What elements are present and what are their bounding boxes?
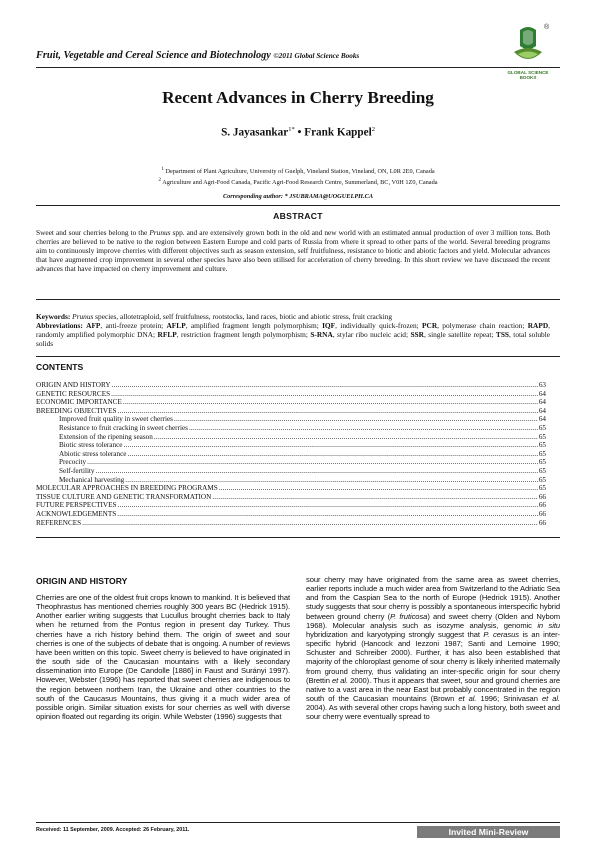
corresponding-author: Corresponding author: * JSUBRAMA@UOGUELPH.CA bbox=[222, 193, 374, 200]
body-column-2: sour cherry may have originated from the same area as sweet cherries, earlier reports include a much wider area from Switzerland to the Adriatic Sea and from the Caspian Sea to the north of Europe (Hedrick 1915). Another study suggests that sour cherry is possibly a spontaneous interspecific hybrid between ground cherry (P. fruticosa) and sweet cherry (Olden and Nybom 1968). Molecular analysis such as isozyme analysis, genomic in situ hybridization and karyotyping strongly suggest that P. cerasus is an inter-specific hybrid (Hancock and Iezzoni 1987; Santi and Lemoine 1990; Schuster and Schreiber 2000). Further, it has also been established that majority of the chloroplast genome of sour cherry is likely inherited maternally from ground cherry, thus validating an inter-specific origin for sour cherry (Brettin et al. 2000). Thus it appears that sweet, sour and ground cherries are native to a vast area in the near East but probably concentrated in the region south of the Caucasian mountains (Brown et al. 1996; Srinivasan et al. 2004). As with several other crops having such a long history, both sweet and sour cherry were eventually spread to bbox=[306, 575, 561, 722]
abbreviation-term: RFLP bbox=[157, 330, 177, 340]
affiliation-2: $^2$ Agriculture and Agri-Food Canada, Pacific Agri-Food Research Centre, Summerland, BC, V0H 1Z0, Canada bbox=[158, 178, 438, 187]
toc-entry-page: 66 bbox=[538, 518, 546, 527]
toc-dot-leader bbox=[111, 390, 538, 399]
toc-entry-title: Abiotic stress tolerance bbox=[59, 449, 127, 458]
toc-entry-title: FUTURE PERSPECTIVES bbox=[36, 501, 117, 510]
toc-entry[interactable] bbox=[36, 415, 546, 424]
toc-entry-page: 66 bbox=[538, 509, 546, 518]
abbreviation-term: AFLP bbox=[166, 321, 186, 331]
abstract-top-rule bbox=[36, 205, 560, 206]
toc-entry-page: 63 bbox=[538, 381, 546, 389]
toc-entry-title: ACKNOWLEDGEMENTS bbox=[36, 509, 117, 518]
toc-dot-leader bbox=[87, 458, 538, 467]
toc-entry[interactable] bbox=[36, 501, 546, 510]
toc-entry-title: Resistance to fruit cracking in sweet cherries bbox=[59, 423, 188, 432]
abbreviation-definition: , single satellite repeat; bbox=[423, 330, 496, 340]
toc-entry-page: 65 bbox=[538, 458, 546, 467]
toc-entry-title: ORIGIN AND HISTORY bbox=[36, 381, 111, 389]
toc-dot-leader bbox=[125, 476, 538, 485]
toc-dot-leader bbox=[174, 415, 538, 424]
author-2-affiliation: 2 bbox=[371, 126, 375, 133]
abbreviation-definition: , individually quick-frozen; bbox=[335, 321, 423, 331]
abbreviations: Abbreviations: AFP, anti-freeze protein; AFLP, amplified fragment length polymorphism; IQF, individually quick-frozen; PCR, polymerase chain reaction; RAPD, randomly amplified polymorphic DNA; RFLP, restriction fragment length polymorphism; S-RNA, stylar ribo nucleic acid; SSR, single satellite repeat; TSS, total soluble solids bbox=[36, 321, 550, 349]
toc-entry[interactable] bbox=[36, 381, 546, 390]
journal-copyright: ©2011 Global Science Books bbox=[273, 52, 360, 60]
toc-entry-page: 64 bbox=[538, 406, 546, 415]
contents-heading: CONTENTS bbox=[36, 362, 84, 372]
toc-dot-leader bbox=[82, 519, 538, 528]
journal-name: Fruit, Vegetable and Cereal Science and Biotechnology bbox=[36, 50, 271, 61]
toc-entry-page: 65 bbox=[538, 449, 546, 458]
toc-entry-page: 65 bbox=[538, 441, 546, 450]
section-heading: ORIGIN AND HISTORY bbox=[36, 576, 128, 586]
toc-dot-leader bbox=[112, 381, 538, 390]
toc-dot-leader bbox=[117, 407, 537, 416]
toc-entry-page: 64 bbox=[538, 389, 546, 398]
toc-entry[interactable] bbox=[36, 433, 546, 442]
header-rule bbox=[36, 67, 560, 68]
toc-entry[interactable] bbox=[36, 476, 546, 485]
toc-entry-title: Biotic stress tolerance bbox=[59, 441, 123, 450]
abbreviation-definition: , polymerase chain reaction; bbox=[437, 321, 528, 331]
toc-entry[interactable] bbox=[36, 458, 546, 467]
toc-entry-page: 65 bbox=[538, 423, 546, 432]
abbreviation-definition: , total soluble solids bbox=[36, 330, 550, 349]
toc-entry-page: 64 bbox=[538, 398, 546, 407]
body-column-1: Cherries are one of the oldest fruit crops known to mankind. It is believed that Theophrastus has mentioned cherries roughly 300 years BC (Hedrick 1915). Another earlier writing suggests that Lucullus brought cherries back to Italy when he returned from the Pontus region in present day Turkey. Thus cherries have a rich history behind them. The origin of sweet and sour cherries is one of the subjects of debate that is ongoing. A number of reviews have been written on this topic. Sweet cherry is believed to have originated in the south side of the Caucasian mountains with a likely secondary dissemination into Europe (De Candolle [1886] in Faust and Surányi 1997). However, Webster (1996) has reported that sweet cherries are indigenous to the region between northern Iran, the Ukraine and other countries to the south of the Caucasus Mountains, thus giving it a much wider area of possible origin. Similar situation exists for sour cherries as well with diverse opinion floated out regarding its origin. While Webster (1996) suggests that bbox=[36, 593, 290, 722]
toc-dot-leader bbox=[117, 501, 537, 510]
toc-dot-leader bbox=[212, 493, 538, 502]
publisher-logo bbox=[506, 22, 550, 68]
abstract-bottom-rule bbox=[36, 299, 560, 300]
toc-dot-leader bbox=[117, 510, 538, 519]
abbreviation-definition: , randomly amplified polymorphic DNA; bbox=[36, 321, 550, 340]
footer-rule bbox=[36, 822, 560, 823]
toc-entry[interactable] bbox=[36, 519, 546, 528]
toc-entry[interactable] bbox=[36, 510, 546, 519]
toc-entry[interactable] bbox=[36, 390, 546, 399]
table-of-contents bbox=[36, 381, 546, 527]
toc-entry-page: 65 bbox=[538, 466, 546, 475]
toc-dot-leader bbox=[127, 450, 537, 459]
toc-entry-title: ECONOMIC IMPORTANCE bbox=[36, 398, 122, 407]
keywords: Keywords: Prunus species, allotetraploid, self fruitfulness, rootstocks, land races, biotic and abiotic stress, fruit cracking bbox=[36, 312, 393, 321]
toc-entry-page: 66 bbox=[538, 501, 546, 510]
abbreviation-term: TSS bbox=[495, 330, 509, 340]
toc-dot-leader bbox=[154, 433, 538, 442]
author-2: Frank Kappel bbox=[304, 126, 372, 139]
toc-entry-page: 64 bbox=[538, 415, 546, 424]
toc-entry[interactable] bbox=[36, 467, 546, 476]
toc-entry-title: Self-fertility bbox=[59, 466, 95, 475]
abbreviation-term: AFP bbox=[86, 321, 101, 331]
toc-entry-title: MOLECULAR APPROACHES IN BREEDING PROGRAMS bbox=[36, 484, 218, 493]
received-dates: Received: 11 September, 2009. Accepted: 26 February, 2011. bbox=[36, 827, 190, 833]
toc-entry-title: GENETIC RESOURCES bbox=[36, 389, 111, 398]
toc-dot-leader bbox=[123, 398, 538, 407]
keywords-bottom-rule bbox=[36, 356, 560, 357]
toc-entry[interactable] bbox=[36, 398, 546, 407]
abbreviation-definition: , amplified fragment length polymorphism; bbox=[185, 321, 323, 331]
toc-entry-page: 65 bbox=[538, 432, 546, 441]
toc-dot-leader bbox=[189, 424, 538, 433]
author-line bbox=[36, 126, 560, 139]
abbreviation-term: PCR bbox=[422, 321, 438, 331]
author-separator: • bbox=[297, 126, 302, 139]
abstract-text: Sweet and sour cherries belong to the Prunus spp. and are extensively grown both in the old and new world with an estimated annual production of over 3 million tons. Both cherries are believed to be native to the region between Eastern Europe and cold parts of Russia from where it spread to other parts of the world. Several breeding programs aim to continuously improve cherries with different objectives such as season extension, self fruitfulness, resistance to biotic and abiotic factors and yield. Molecular advances that have augmented crop improvement in several other species have also been utilised for acceleration of cherry breeding. In this short review we have discussed the recent advances that have impacted on cherry improvement and culture. bbox=[36, 228, 551, 274]
toc-entry[interactable] bbox=[36, 441, 546, 450]
paper-title: Recent Advances in Cherry Breeding bbox=[162, 88, 434, 107]
toc-entry-title: Extension of the ripening season bbox=[59, 432, 153, 441]
journal-header bbox=[36, 50, 359, 61]
toc-entry-page: 66 bbox=[538, 492, 546, 501]
toc-entry[interactable] bbox=[36, 493, 546, 502]
abbreviation-definition: , restriction fragment length polymorphism; bbox=[176, 330, 311, 340]
toc-entry[interactable] bbox=[36, 407, 546, 416]
contents-bottom-rule bbox=[36, 537, 560, 538]
abstract-heading: ABSTRACT bbox=[273, 211, 323, 221]
abbreviation-definition: , stylar ribo nucleic acid; bbox=[332, 330, 411, 340]
publisher-logo-text: GLOBAL SCIENCE BOOKS bbox=[507, 70, 549, 81]
author-1-affiliation: 1* bbox=[288, 126, 295, 133]
toc-entry-title: Mechanical harvesting bbox=[59, 475, 125, 484]
keywords-block bbox=[36, 312, 550, 348]
toc-dot-leader bbox=[96, 467, 538, 476]
registered-mark: ® bbox=[544, 24, 550, 31]
toc-entry-title: Improved fruit quality in sweet cherries bbox=[59, 415, 173, 424]
toc-entry[interactable] bbox=[36, 450, 546, 459]
toc-entry-title: Precocity bbox=[59, 458, 87, 467]
author-1: S. Jayasankar bbox=[221, 126, 289, 139]
toc-entry-page: 65 bbox=[538, 484, 546, 493]
toc-entry-title: REFERENCES bbox=[36, 518, 82, 527]
toc-dot-leader bbox=[123, 441, 537, 450]
toc-entry-title: BREEDING OBJECTIVES bbox=[36, 406, 117, 415]
abbreviation-definition: , anti-freeze protein; bbox=[100, 321, 167, 331]
abbreviation-term: RAPD bbox=[527, 321, 549, 331]
toc-dot-leader bbox=[219, 484, 538, 493]
abbreviation-term: IQF bbox=[322, 321, 336, 331]
affiliation-1: $^1$ Department of Plant Agriculture, University of Guelph, Vineland Station, Vineland, ON, L0R 2E0, Canada bbox=[161, 167, 435, 176]
article-type-badge: Invited Mini-Review bbox=[417, 826, 560, 838]
toc-entry-title: TISSUE CULTURE AND GENETIC TRANSFORMATION bbox=[36, 492, 212, 501]
abbreviation-term: S-RNA bbox=[310, 330, 333, 340]
toc-entry-page: 65 bbox=[538, 475, 546, 484]
toc-entry[interactable] bbox=[36, 424, 546, 433]
toc-entry[interactable] bbox=[36, 484, 546, 493]
abbreviation-term: SSR bbox=[410, 330, 424, 340]
